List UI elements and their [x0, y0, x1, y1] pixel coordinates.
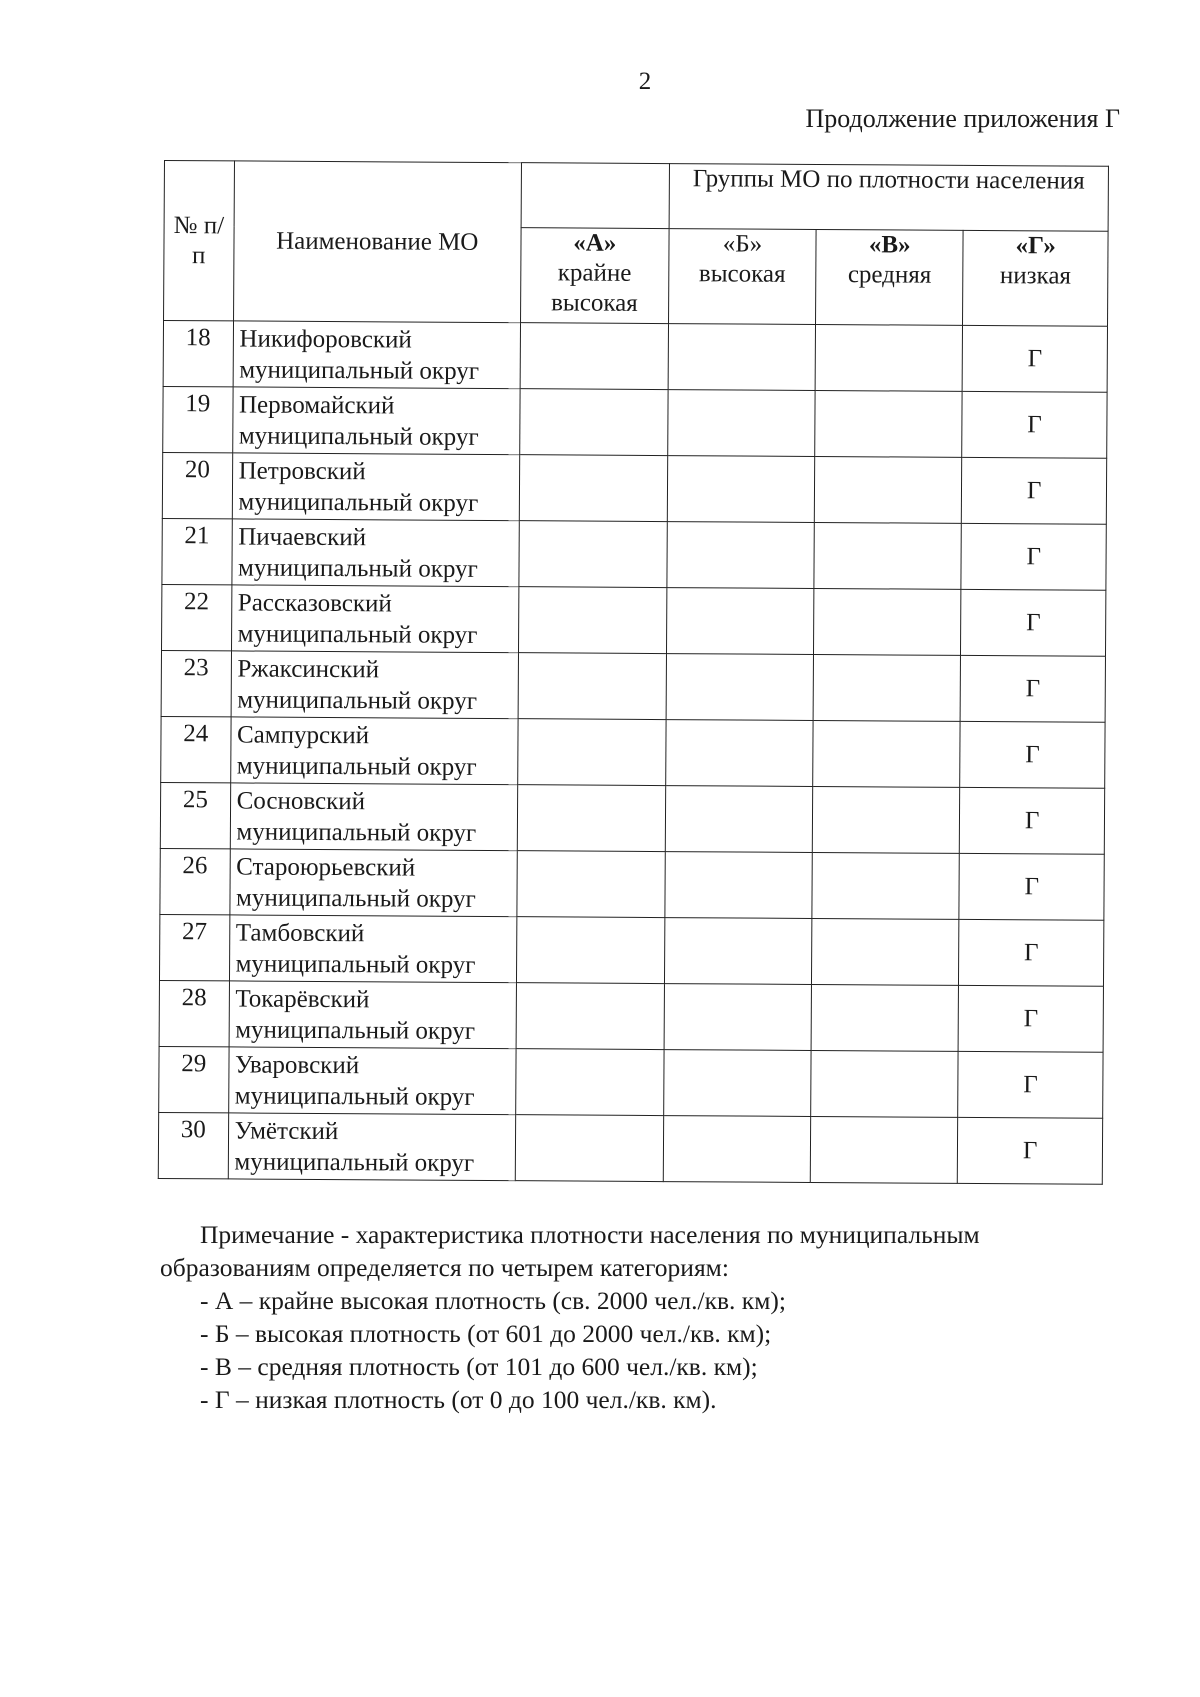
- row-group-b-cell: [666, 654, 814, 721]
- note-item-g: - Г – низкая плотность (от 0 до 100 чел./кв. км).: [200, 1385, 717, 1414]
- column-header-group-g: [963, 230, 1108, 326]
- row-group-a-cell: [516, 1049, 664, 1116]
- row-group-a-cell: [516, 983, 664, 1050]
- row-group-v-cell: [812, 918, 959, 985]
- row-group-g-cell: Г: [960, 655, 1105, 722]
- row-group-v-cell: [815, 324, 962, 391]
- row-group-a-cell: [515, 1115, 663, 1182]
- row-number-cell: 19: [163, 386, 233, 452]
- row-group-g-cell: Г: [962, 325, 1107, 392]
- row-group-a-cell: [517, 851, 665, 918]
- density-groups-table: [158, 160, 1109, 1185]
- row-number-cell: 23: [161, 650, 231, 716]
- row-group-v-cell: [813, 654, 960, 721]
- row-group-a-cell: [517, 785, 665, 852]
- row-number-cell: 27: [159, 914, 229, 980]
- note-list: [160, 1284, 1120, 1416]
- column-header-number: № п/п: [164, 161, 235, 321]
- row-number-cell: 25: [160, 782, 230, 848]
- row-name-cell: Петровский муниципальный округ: [232, 453, 520, 521]
- row-group-v-cell: [814, 522, 961, 589]
- table-row: [158, 1112, 1102, 1184]
- group-g-letter: «Г»: [1015, 232, 1056, 260]
- row-group-a-cell: [516, 917, 664, 984]
- row-name-cell: Первомайский муниципальный округ: [232, 387, 520, 455]
- row-group-a-cell: [520, 389, 668, 456]
- note-item-v: - В – средняя плотность (от 101 до 600 чел./кв. км);: [200, 1352, 758, 1381]
- row-group-b-cell: [663, 1050, 811, 1117]
- row-name-cell: Сосновский муниципальный округ: [230, 783, 518, 851]
- column-header-density-groups: Группы МО по плотности населения: [669, 164, 1109, 232]
- row-group-v-cell: [812, 852, 959, 919]
- row-group-v-cell: [815, 456, 962, 523]
- row-group-g-cell: Г: [958, 1117, 1103, 1184]
- row-name-cell: Пичаевский муниципальный округ: [231, 519, 519, 587]
- group-a-label: крайне высокая: [551, 259, 638, 317]
- note-item-b: - Б – высокая плотность (от 601 до 2000 чел./кв. км);: [200, 1319, 772, 1348]
- row-group-b-cell: [664, 918, 812, 985]
- row-number-cell: 24: [161, 716, 231, 782]
- row-group-g-cell: Г: [962, 391, 1107, 458]
- table-row: [159, 980, 1103, 1052]
- table-row: [163, 386, 1107, 458]
- row-group-v-cell: [811, 1050, 958, 1117]
- row-group-v-cell: [815, 390, 962, 457]
- row-name-cell: Ржаксинский муниципальный округ: [231, 651, 519, 719]
- row-group-g-cell: Г: [958, 1051, 1103, 1118]
- row-group-b-cell: [665, 852, 813, 919]
- row-group-g-cell: Г: [960, 721, 1105, 788]
- row-name-cell: Рассказовский муниципальный округ: [231, 585, 519, 653]
- note-item-a: - А – крайне высокая плотность (св. 2000 чел./кв. км);: [200, 1286, 786, 1315]
- row-group-b-cell: [667, 522, 815, 589]
- group-g-label: низкая: [999, 262, 1072, 290]
- column-header-group-a: [521, 228, 669, 324]
- group-b-label: высокая: [698, 260, 786, 288]
- row-group-v-cell: [813, 720, 960, 787]
- row-group-a-cell: [518, 719, 666, 786]
- row-number-cell: 18: [163, 321, 233, 387]
- row-number-cell: 30: [158, 1112, 228, 1178]
- group-v-label: средняя: [847, 261, 932, 289]
- row-group-b-cell: [665, 786, 813, 853]
- appendix-continuation-label: Продолжение приложения Г: [805, 104, 1120, 133]
- table-row: [159, 914, 1103, 986]
- column-header-name: Наименование МО: [233, 161, 521, 323]
- table-row: [160, 782, 1104, 854]
- table-row: [161, 650, 1105, 722]
- group-v-letter: «В»: [868, 231, 911, 259]
- row-group-a-cell: [518, 653, 666, 720]
- row-name-cell: Умётский муниципальный округ: [228, 1113, 516, 1181]
- group-b-letter: «Б»: [722, 230, 763, 258]
- table-row: [162, 518, 1106, 590]
- row-group-a-cell: [520, 323, 668, 390]
- row-group-a-cell: [519, 521, 667, 588]
- row-group-a-cell: [518, 587, 666, 654]
- row-number-cell: 21: [162, 518, 232, 584]
- column-header-blank: [521, 163, 669, 229]
- row-number-cell: 29: [159, 1046, 229, 1112]
- table-row: [163, 321, 1107, 393]
- row-number-cell: 20: [162, 452, 232, 518]
- row-group-b-cell: [668, 324, 816, 391]
- row-name-cell: Уваровский муниципальный округ: [228, 1047, 516, 1115]
- table-row: [161, 716, 1105, 788]
- row-group-b-cell: [663, 1116, 811, 1183]
- table-row: [162, 584, 1106, 656]
- table-header-row: [164, 161, 1108, 232]
- row-group-v-cell: [811, 984, 958, 1051]
- row-group-g-cell: Г: [962, 457, 1107, 524]
- row-group-b-cell: [667, 456, 815, 523]
- row-group-v-cell: [813, 786, 960, 853]
- row-group-b-cell: [666, 588, 814, 655]
- row-number-cell: 22: [162, 584, 232, 650]
- row-name-cell: Токарёвский муниципальный округ: [229, 981, 517, 1049]
- note-section: [160, 1218, 1120, 1416]
- row-group-b-cell: [665, 720, 813, 787]
- row-group-g-cell: Г: [959, 919, 1104, 986]
- note-intro: Примечание - характеристика плотности населения по муниципальным образованиям определяется по четырем категориям:: [160, 1220, 980, 1282]
- table-row: [162, 452, 1106, 524]
- row-group-g-cell: Г: [961, 589, 1106, 656]
- row-group-g-cell: Г: [960, 787, 1105, 854]
- row-group-a-cell: [519, 455, 667, 522]
- group-a-letter: «А»: [573, 229, 617, 257]
- table-row: [160, 848, 1104, 920]
- row-name-cell: Никифоровский муниципальный округ: [233, 321, 521, 389]
- row-group-g-cell: Г: [958, 985, 1103, 1052]
- row-group-g-cell: Г: [959, 853, 1104, 920]
- row-group-b-cell: [667, 390, 815, 457]
- table-row: [159, 1046, 1103, 1118]
- row-group-v-cell: [811, 1116, 958, 1183]
- row-name-cell: Тамбовский муниципальный округ: [229, 915, 517, 983]
- column-header-group-b: [668, 229, 816, 325]
- row-group-v-cell: [814, 588, 961, 655]
- page-number: 2: [638, 68, 652, 95]
- row-name-cell: Сампурский муниципальный округ: [230, 717, 518, 785]
- row-group-b-cell: [664, 984, 812, 1051]
- row-number-cell: 28: [159, 980, 229, 1046]
- row-name-cell: Староюрьевский муниципальный округ: [229, 849, 517, 917]
- column-header-group-v: [816, 229, 964, 325]
- row-group-g-cell: Г: [961, 523, 1106, 590]
- row-number-cell: 26: [160, 848, 230, 914]
- table-body: [158, 321, 1107, 1185]
